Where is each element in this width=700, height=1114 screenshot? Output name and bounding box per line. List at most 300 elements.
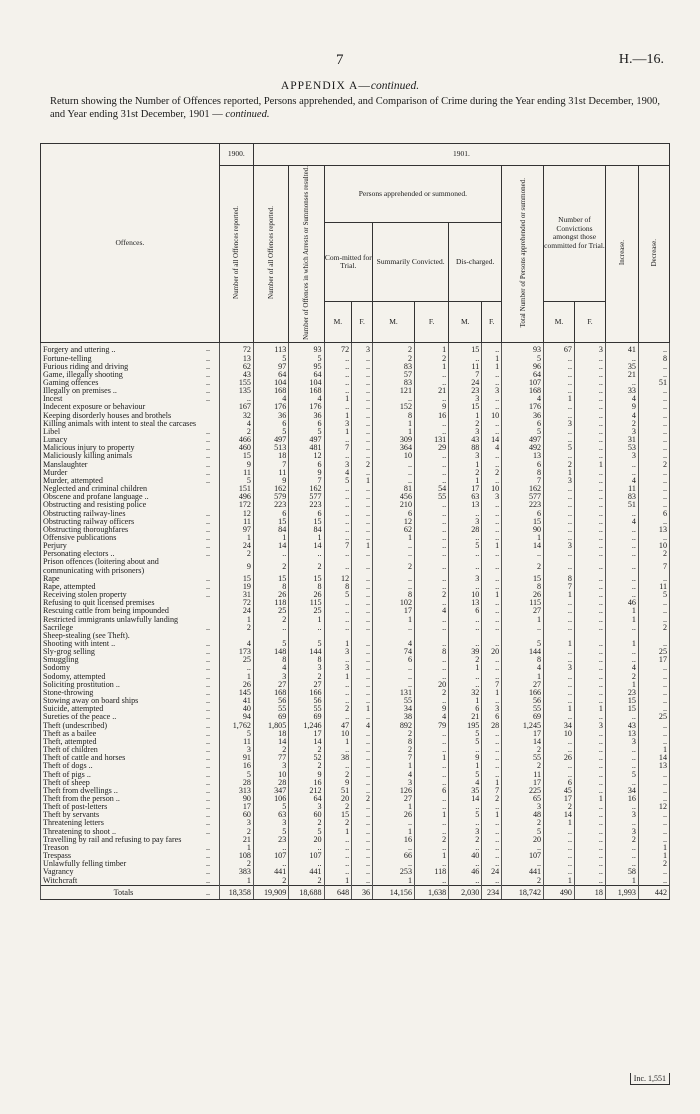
table-cell: 2 <box>289 558 324 574</box>
table-cell: 56 <box>253 697 288 705</box>
table-cell: .. <box>373 624 415 632</box>
table-cell: 14 <box>502 542 544 550</box>
table-cell: 69 <box>289 713 324 721</box>
table-cell: 4 <box>502 664 544 672</box>
table-cell: .. <box>482 395 502 403</box>
table-cell: .. <box>605 526 638 534</box>
table-cell: .. <box>253 624 288 632</box>
table-cell: 3 <box>449 828 482 836</box>
table-cell: 1 <box>638 852 669 860</box>
offences-table-wrapper <box>40 143 670 900</box>
table-cell: 176 <box>502 403 544 411</box>
table-cell: .. <box>324 485 352 493</box>
leader-dots: .. <box>206 877 219 886</box>
table-cell: .. <box>415 624 449 632</box>
table-cell: 29 <box>415 444 449 452</box>
table-cell: 25 <box>638 713 669 721</box>
table-cell: 466 <box>219 436 253 444</box>
table-cell: 34 <box>373 705 415 713</box>
table-cell: 223 <box>289 501 324 509</box>
table-cell: 442 <box>638 885 669 899</box>
offence-name: Obscene and profane language .. <box>41 493 207 501</box>
table-cell: 172 <box>219 501 253 509</box>
table-heading <box>50 96 668 121</box>
table-cell: 9 <box>219 558 253 574</box>
table-cell: .. <box>352 395 373 403</box>
table-cell: 96 <box>502 363 544 371</box>
table-cell: 1 <box>449 697 482 705</box>
table-row <box>41 852 670 860</box>
table-cell: 3 <box>544 664 575 672</box>
table-cell: 69 <box>253 713 288 721</box>
offence-name: Soliciting prostitution .. <box>41 681 207 689</box>
table-cell: .. <box>415 379 449 387</box>
leader-dots <box>206 485 219 493</box>
offence-name: Obstructing railway-lines <box>41 510 207 518</box>
table-cell <box>289 632 324 640</box>
table-cell <box>352 632 373 640</box>
table-cell: 577 <box>502 493 544 501</box>
table-cell: 25 <box>289 607 324 615</box>
leader-dots: .. <box>206 343 219 355</box>
table-cell: .. <box>482 730 502 738</box>
table-cell: .. <box>638 795 669 803</box>
leader-dots: .. <box>206 444 219 452</box>
table-cell: 18 <box>253 452 288 460</box>
table-cell: 18 <box>574 885 605 899</box>
table-cell: .. <box>605 754 638 762</box>
col-summarily-m: M. <box>373 301 415 343</box>
table-cell: .. <box>574 746 605 754</box>
table-cell: .. <box>574 828 605 836</box>
table-cell: .. <box>415 779 449 787</box>
table-cell: .. <box>324 681 352 689</box>
table-cell: 2 <box>373 343 415 355</box>
table-cell: 15 <box>253 575 288 583</box>
table-cell: 168 <box>289 387 324 395</box>
leader-dots: .. <box>206 428 219 436</box>
table-cell: 6 <box>415 787 449 795</box>
table-cell: 5 <box>219 771 253 779</box>
table-cell: .. <box>449 640 482 648</box>
table-cell: 4 <box>289 395 324 403</box>
table-cell: 1 <box>482 591 502 599</box>
table-cell: .. <box>638 395 669 403</box>
leader-dots: .. <box>206 452 219 460</box>
table-cell: 195 <box>449 722 482 730</box>
table-row <box>41 722 670 730</box>
table-row <box>41 779 670 787</box>
table-cell: .. <box>352 387 373 395</box>
table-cell: 60 <box>219 811 253 819</box>
col-convictions-f: F. <box>574 301 605 343</box>
table-cell: .. <box>324 616 352 624</box>
leader-dots: .. <box>206 771 219 779</box>
table-cell: 15 <box>605 705 638 713</box>
leader-dots: .. <box>206 591 219 599</box>
table-cell: 223 <box>253 501 288 509</box>
table-cell: 1 <box>373 877 415 886</box>
table-cell: .. <box>638 681 669 689</box>
table-cell: .. <box>544 860 575 868</box>
table-cell: 144 <box>502 648 544 656</box>
offence-name: Travelling by rail and refusing to pay fares <box>41 836 207 844</box>
table-cell: 3 <box>449 452 482 460</box>
table-cell: .. <box>605 510 638 518</box>
table-cell: 6 <box>253 420 288 428</box>
table-cell: 28 <box>482 722 502 730</box>
table-cell: 1 <box>324 395 352 403</box>
table-cell: .. <box>638 689 669 697</box>
table-cell: .. <box>574 534 605 542</box>
table-cell: 28 <box>253 779 288 787</box>
table-cell: 27 <box>502 607 544 615</box>
table-cell: 2 <box>253 877 288 886</box>
table-cell: 2 <box>502 746 544 754</box>
table-cell: 97 <box>219 526 253 534</box>
table-cell: 2 <box>373 730 415 738</box>
table-cell: .. <box>324 363 352 371</box>
col-convictions-m: M. <box>544 301 575 343</box>
table-cell: .. <box>574 493 605 501</box>
leader-dots: .. <box>206 664 219 672</box>
table-cell: 83 <box>373 363 415 371</box>
table-cell: 481 <box>289 444 324 452</box>
table-cell: 1 <box>415 363 449 371</box>
table-cell: 63 <box>449 493 482 501</box>
table-cell: .. <box>574 355 605 363</box>
table-cell: 4 <box>373 771 415 779</box>
table-cell: 166 <box>289 689 324 697</box>
offence-name: Obstructing railway officers <box>41 518 207 526</box>
table-cell: 1 <box>605 607 638 615</box>
table-cell: .. <box>544 403 575 411</box>
table-cell: .. <box>415 461 449 469</box>
table-cell: .. <box>544 550 575 558</box>
table-cell: .. <box>324 713 352 721</box>
table-cell: 18,688 <box>289 885 324 899</box>
table-cell: .. <box>253 860 288 868</box>
col-year-1901: 1901. <box>253 144 669 166</box>
table-cell: 2 <box>219 624 253 632</box>
table-cell: 3 <box>544 542 575 550</box>
table-cell: .. <box>415 803 449 811</box>
offence-name: Theft from dwellings .. <box>41 787 207 795</box>
table-row <box>41 355 670 363</box>
table-cell: .. <box>544 387 575 395</box>
offence-name: Trespass <box>41 852 207 860</box>
table-row <box>41 452 670 460</box>
table-cell: 14 <box>253 738 288 746</box>
table-cell: .. <box>352 428 373 436</box>
table-cell: .. <box>324 501 352 509</box>
table-row <box>41 510 670 518</box>
table-cell: .. <box>482 860 502 868</box>
table-row <box>41 387 670 395</box>
table-row <box>41 648 670 656</box>
table-cell: 8 <box>373 738 415 746</box>
table-cell: 91 <box>219 754 253 762</box>
table-cell: 1 <box>605 877 638 886</box>
table-cell: 7 <box>482 681 502 689</box>
table-cell: 55 <box>373 697 415 705</box>
table-cell: .. <box>482 607 502 615</box>
table-cell: .. <box>574 518 605 526</box>
leader-dots: .. <box>206 518 219 526</box>
table-cell: 2 <box>219 550 253 558</box>
table-cell: 1 <box>373 428 415 436</box>
col-discharged-m: M. <box>449 301 482 343</box>
table-cell: 5 <box>449 738 482 746</box>
table-cell: 14 <box>289 738 324 746</box>
table-cell: 2 <box>449 656 482 664</box>
table-cell: .. <box>574 436 605 444</box>
table-cell: 1 <box>502 616 544 624</box>
table-cell: .. <box>482 428 502 436</box>
table-cell: .. <box>324 518 352 526</box>
table-cell: .. <box>449 803 482 811</box>
table-cell: .. <box>605 803 638 811</box>
table-cell: 55 <box>502 754 544 762</box>
table-cell: .. <box>352 501 373 509</box>
table-row <box>41 795 670 803</box>
table-cell: 1 <box>415 343 449 355</box>
table-cell: 11 <box>638 583 669 591</box>
table-cell: .. <box>605 591 638 599</box>
offence-name: Stone-throwing <box>41 689 207 697</box>
table-cell: 3 <box>253 673 288 681</box>
table-cell: 55 <box>502 705 544 713</box>
table-cell: 4 <box>605 664 638 672</box>
table-cell: 62 <box>219 363 253 371</box>
table-cell: 1 <box>324 412 352 420</box>
table-cell: 234 <box>482 885 502 899</box>
table-cell: .. <box>352 762 373 770</box>
table-cell: .. <box>574 371 605 379</box>
table-cell: 88 <box>449 444 482 452</box>
table-cell: .. <box>638 771 669 779</box>
table-cell: .. <box>574 673 605 681</box>
table-cell: .. <box>574 754 605 762</box>
table-cell: .. <box>605 656 638 664</box>
table-cell: .. <box>482 852 502 860</box>
table-cell: .. <box>574 542 605 550</box>
offence-name: Libel <box>41 428 207 436</box>
table-cell: 17 <box>502 779 544 787</box>
table-cell: .. <box>352 771 373 779</box>
table-cell: 3 <box>289 664 324 672</box>
col-discharged: Dis-charged. <box>449 223 502 301</box>
table-cell: 5 <box>502 640 544 648</box>
table-cell: 17 <box>449 485 482 493</box>
table-row <box>41 363 670 371</box>
table-cell: 2 <box>373 746 415 754</box>
table-cell <box>502 632 544 640</box>
table-cell: 18 <box>253 730 288 738</box>
table-cell: .. <box>482 420 502 428</box>
table-cell: 41 <box>605 343 638 355</box>
table-cell: .. <box>544 713 575 721</box>
leader-dots: .. <box>206 697 219 705</box>
table-cell: 2 <box>373 355 415 363</box>
leader-dots <box>206 558 219 574</box>
table-cell: .. <box>415 501 449 509</box>
table-cell: .. <box>574 738 605 746</box>
table-cell: .. <box>574 624 605 632</box>
table-cell: .. <box>373 477 415 485</box>
table-cell: 36 <box>502 412 544 420</box>
table-cell: .. <box>415 730 449 738</box>
table-cell: 1 <box>544 705 575 713</box>
table-cell: .. <box>352 754 373 762</box>
table-cell: 17 <box>544 795 575 803</box>
table-cell: 31 <box>219 591 253 599</box>
leader-dots: .. <box>206 542 219 550</box>
table-cell: 7 <box>502 477 544 485</box>
table-cell: .. <box>482 343 502 355</box>
offences-table <box>40 143 670 900</box>
table-cell: 47 <box>324 722 352 730</box>
table-cell: 3 <box>289 803 324 811</box>
table-cell: .. <box>574 420 605 428</box>
table-cell: 1 <box>605 616 638 624</box>
table-cell: 25 <box>219 656 253 664</box>
table-cell: 1 <box>373 616 415 624</box>
table-cell: .. <box>253 844 288 852</box>
leader-dots: .. <box>206 379 219 387</box>
table-cell: 36 <box>352 885 373 899</box>
table-cell: .. <box>352 648 373 656</box>
table-cell: 364 <box>373 444 415 452</box>
table-cell: 14 <box>289 542 324 550</box>
table-cell: 2 <box>415 836 449 844</box>
table-cell: .. <box>352 599 373 607</box>
table-cell: .. <box>574 689 605 697</box>
document-reference: H.—16. <box>618 52 664 67</box>
table-cell: .. <box>289 550 324 558</box>
table-cell: .. <box>482 534 502 542</box>
table-cell: 35 <box>605 363 638 371</box>
appendix-suffix: continued. <box>370 80 420 92</box>
table-cell: 57 <box>373 371 415 379</box>
table-cell: 12 <box>638 803 669 811</box>
table-cell: 107 <box>502 379 544 387</box>
table-cell: .. <box>482 599 502 607</box>
table-cell: .. <box>638 452 669 460</box>
table-cell: 2 <box>289 673 324 681</box>
table-cell: 1 <box>482 542 502 550</box>
table-cell: .. <box>574 607 605 615</box>
table-cell: .. <box>352 868 373 876</box>
table-cell: .. <box>324 436 352 444</box>
leader-dots <box>206 412 219 420</box>
table-cell: 2 <box>482 469 502 477</box>
table-cell: .. <box>574 477 605 485</box>
table-cell: 155 <box>219 379 253 387</box>
table-cell: .. <box>605 624 638 632</box>
leader-dots: .. <box>206 673 219 681</box>
table-cell: 3 <box>544 477 575 485</box>
table-cell: .. <box>605 844 638 852</box>
table-cell: 1 <box>352 542 373 550</box>
table-cell: 3 <box>544 420 575 428</box>
table-cell: 90 <box>219 795 253 803</box>
table-cell: 14,156 <box>373 885 415 899</box>
table-cell: .. <box>373 844 415 852</box>
table-cell: 6 <box>289 420 324 428</box>
table-cell: 27 <box>373 795 415 803</box>
table-cell: 38 <box>324 754 352 762</box>
table-cell: 15 <box>289 575 324 583</box>
table-cell: 6 <box>289 510 324 518</box>
table-cell: 53 <box>605 444 638 452</box>
table-cell: 8 <box>544 575 575 583</box>
offence-name: Vagrancy <box>41 868 207 876</box>
table-cell: .. <box>482 640 502 648</box>
table-cell: 52 <box>289 754 324 762</box>
offence-name: Theft of sheep <box>41 779 207 787</box>
table-cell: 6 <box>289 461 324 469</box>
col-committed-f: F. <box>352 301 373 343</box>
table-cell: 3 <box>324 648 352 656</box>
table-cell: 126 <box>373 787 415 795</box>
table-cell: 34 <box>544 722 575 730</box>
table-row <box>41 836 670 844</box>
table-cell: 2 <box>638 624 669 632</box>
table-cell: 5 <box>219 477 253 485</box>
leader-dots: .. <box>206 885 219 899</box>
table-cell: 2,030 <box>449 885 482 899</box>
offence-name: Furious riding and driving <box>41 363 207 371</box>
table-cell: .. <box>482 518 502 526</box>
table-cell: .. <box>324 493 352 501</box>
table-cell: .. <box>574 387 605 395</box>
table-cell: 72 <box>219 599 253 607</box>
leader-dots: .. <box>206 828 219 836</box>
leader-dots: .. <box>206 526 219 534</box>
table-cell: 9 <box>449 754 482 762</box>
table-cell: 3 <box>253 762 288 770</box>
table-cell: 2 <box>253 746 288 754</box>
leader-dots: .. <box>206 624 219 632</box>
table-cell: 14 <box>544 811 575 819</box>
col-year-1900: 1900. <box>219 144 253 166</box>
table-cell: 81 <box>373 485 415 493</box>
leader-dots: .. <box>206 534 219 542</box>
leader-dots: .. <box>206 705 219 713</box>
table-cell: 3 <box>449 518 482 526</box>
table-cell: .. <box>352 412 373 420</box>
leader-dots <box>206 493 219 501</box>
table-cell: 104 <box>253 379 288 387</box>
table-cell: 90 <box>502 526 544 534</box>
table-cell: 12 <box>219 510 253 518</box>
table-cell: 11 <box>253 469 288 477</box>
table-cell: .. <box>544 452 575 460</box>
table-cell: 18,742 <box>502 885 544 899</box>
table-cell: 347 <box>253 787 288 795</box>
table-cell: 15 <box>219 575 253 583</box>
table-cell: .. <box>638 877 669 886</box>
table-cell: 107 <box>502 852 544 860</box>
table-cell: .. <box>352 583 373 591</box>
table-cell: .. <box>574 485 605 493</box>
leader-dots: .. <box>206 681 219 689</box>
appendix-title <box>0 80 700 92</box>
table-cell: 1 <box>373 762 415 770</box>
table-cell: 1 <box>482 779 502 787</box>
table-cell: .. <box>449 746 482 754</box>
